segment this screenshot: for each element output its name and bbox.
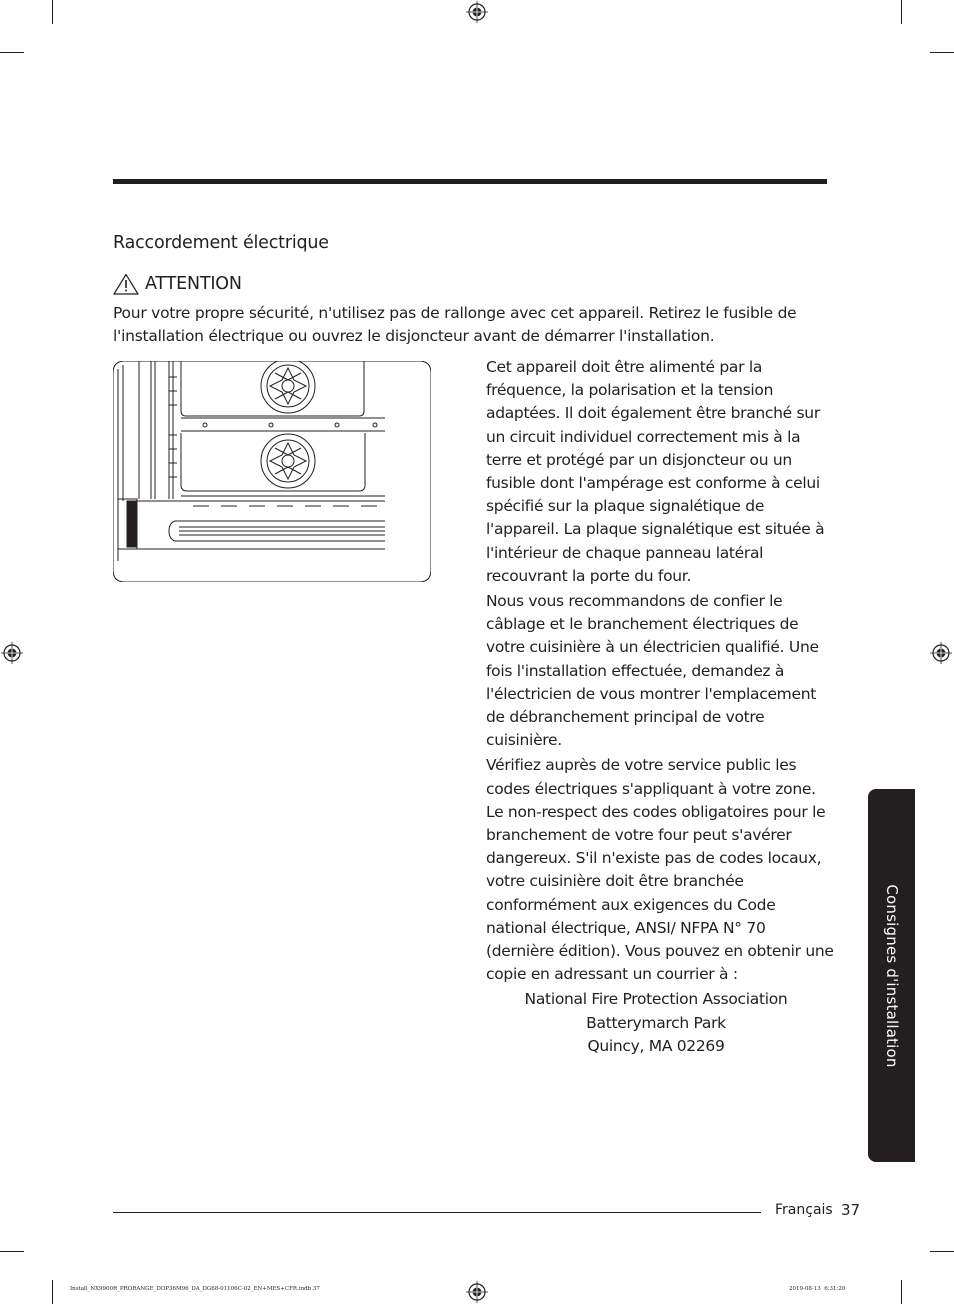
address-line: National Fire Protection Association: [524, 990, 788, 1009]
page-number: 37: [841, 1201, 861, 1219]
crop-mark-top-right-h: [930, 52, 954, 53]
crop-mark-top-left-v: [52, 0, 53, 24]
chapter-tab-label: Consignes d'installation: [882, 883, 901, 1068]
registration-mark-icon: [930, 642, 952, 664]
crop-mark-top-left-h: [0, 52, 24, 53]
oven-illustration: [113, 361, 431, 582]
section-title: Raccordement électrique: [113, 233, 329, 253]
crop-mark-bottom-right-v: [901, 1280, 902, 1304]
attention-heading: [113, 272, 242, 296]
crop-mark-bottom-right-h: [930, 1251, 954, 1252]
warning-triangle-icon: [113, 273, 139, 295]
crop-mark-top-right-v: [901, 0, 902, 24]
crop-mark-bottom-left-v: [52, 1280, 53, 1304]
attention-label: ATTENTION: [145, 274, 242, 294]
mailing-address: [486, 988, 826, 1058]
paragraph-electrical-codes: Vérifiez auprès de votre service public les codes électriques s'appliquant à votre zone. Le non-respect des codes obligatoires pour le branchement de votre four peut s'avérer dangereux. S'il n'existe pas de codes locaux, votre cuisinière doit être branchée conformément aux exigences du Code national électrique, ANSI/ NFPA N° 70 (dernière édition). Vous pouvez en obtenir une copie en adressant un courrier à :: [486, 756, 834, 984]
footer-language: Français: [775, 1202, 833, 1218]
registration-mark-icon: [466, 1, 488, 23]
intro-warning-text: Pour votre propre sécurité, n'utilisez pas de rallonge avec cet appareil. Retirez le fusible de l'installation électrique ou ouvrez le disjoncteur avant de démarrer l'installation.: [113, 304, 797, 345]
print-slug-file: Install_NX9900R_PRORANGE_DOP36M96_DA_DG68-01106C-02_EN+MES+CFR.indb 37: [70, 1286, 320, 1292]
paragraph-electrician: Nous vous recommandons de confier le câblage et le branchement électriques de votre cuisinière à un électricien qualifié. Une fois l'installation effectuée, demandez à l'électricien de vous montrer l'emplacement de débranchement principal de votre cuisinière.: [486, 592, 819, 750]
address-line: Quincy, MA 02269: [587, 1036, 725, 1055]
paragraph-power-requirements: Cet appareil doit être alimenté par la fréquence, la polarisation et la tension adaptées. Il doit également être branché sur un circuit individuel correctement mis à la terre et protégé par un disjoncteur ou un fusible dont l'ampérage est conforme à celui spécifié sur la plaque signalétique de l'appareil. La plaque signalétique est située à l'intérieur de chaque panneau latéral recouvrant la porte du four.: [486, 358, 825, 585]
address-line: Batterymarch Park: [586, 1013, 726, 1032]
footer-rule: [113, 1212, 761, 1213]
section-rule: [113, 179, 827, 184]
crop-mark-bottom-left-h: [0, 1251, 24, 1252]
print-slug-timestamp: 2019-08-13 ￼ 6:31:20: [789, 1286, 846, 1292]
registration-mark-icon: [466, 1281, 488, 1303]
body-column: [486, 356, 836, 1058]
registration-mark-icon: [1, 642, 23, 664]
chapter-side-tab: [868, 789, 915, 1162]
